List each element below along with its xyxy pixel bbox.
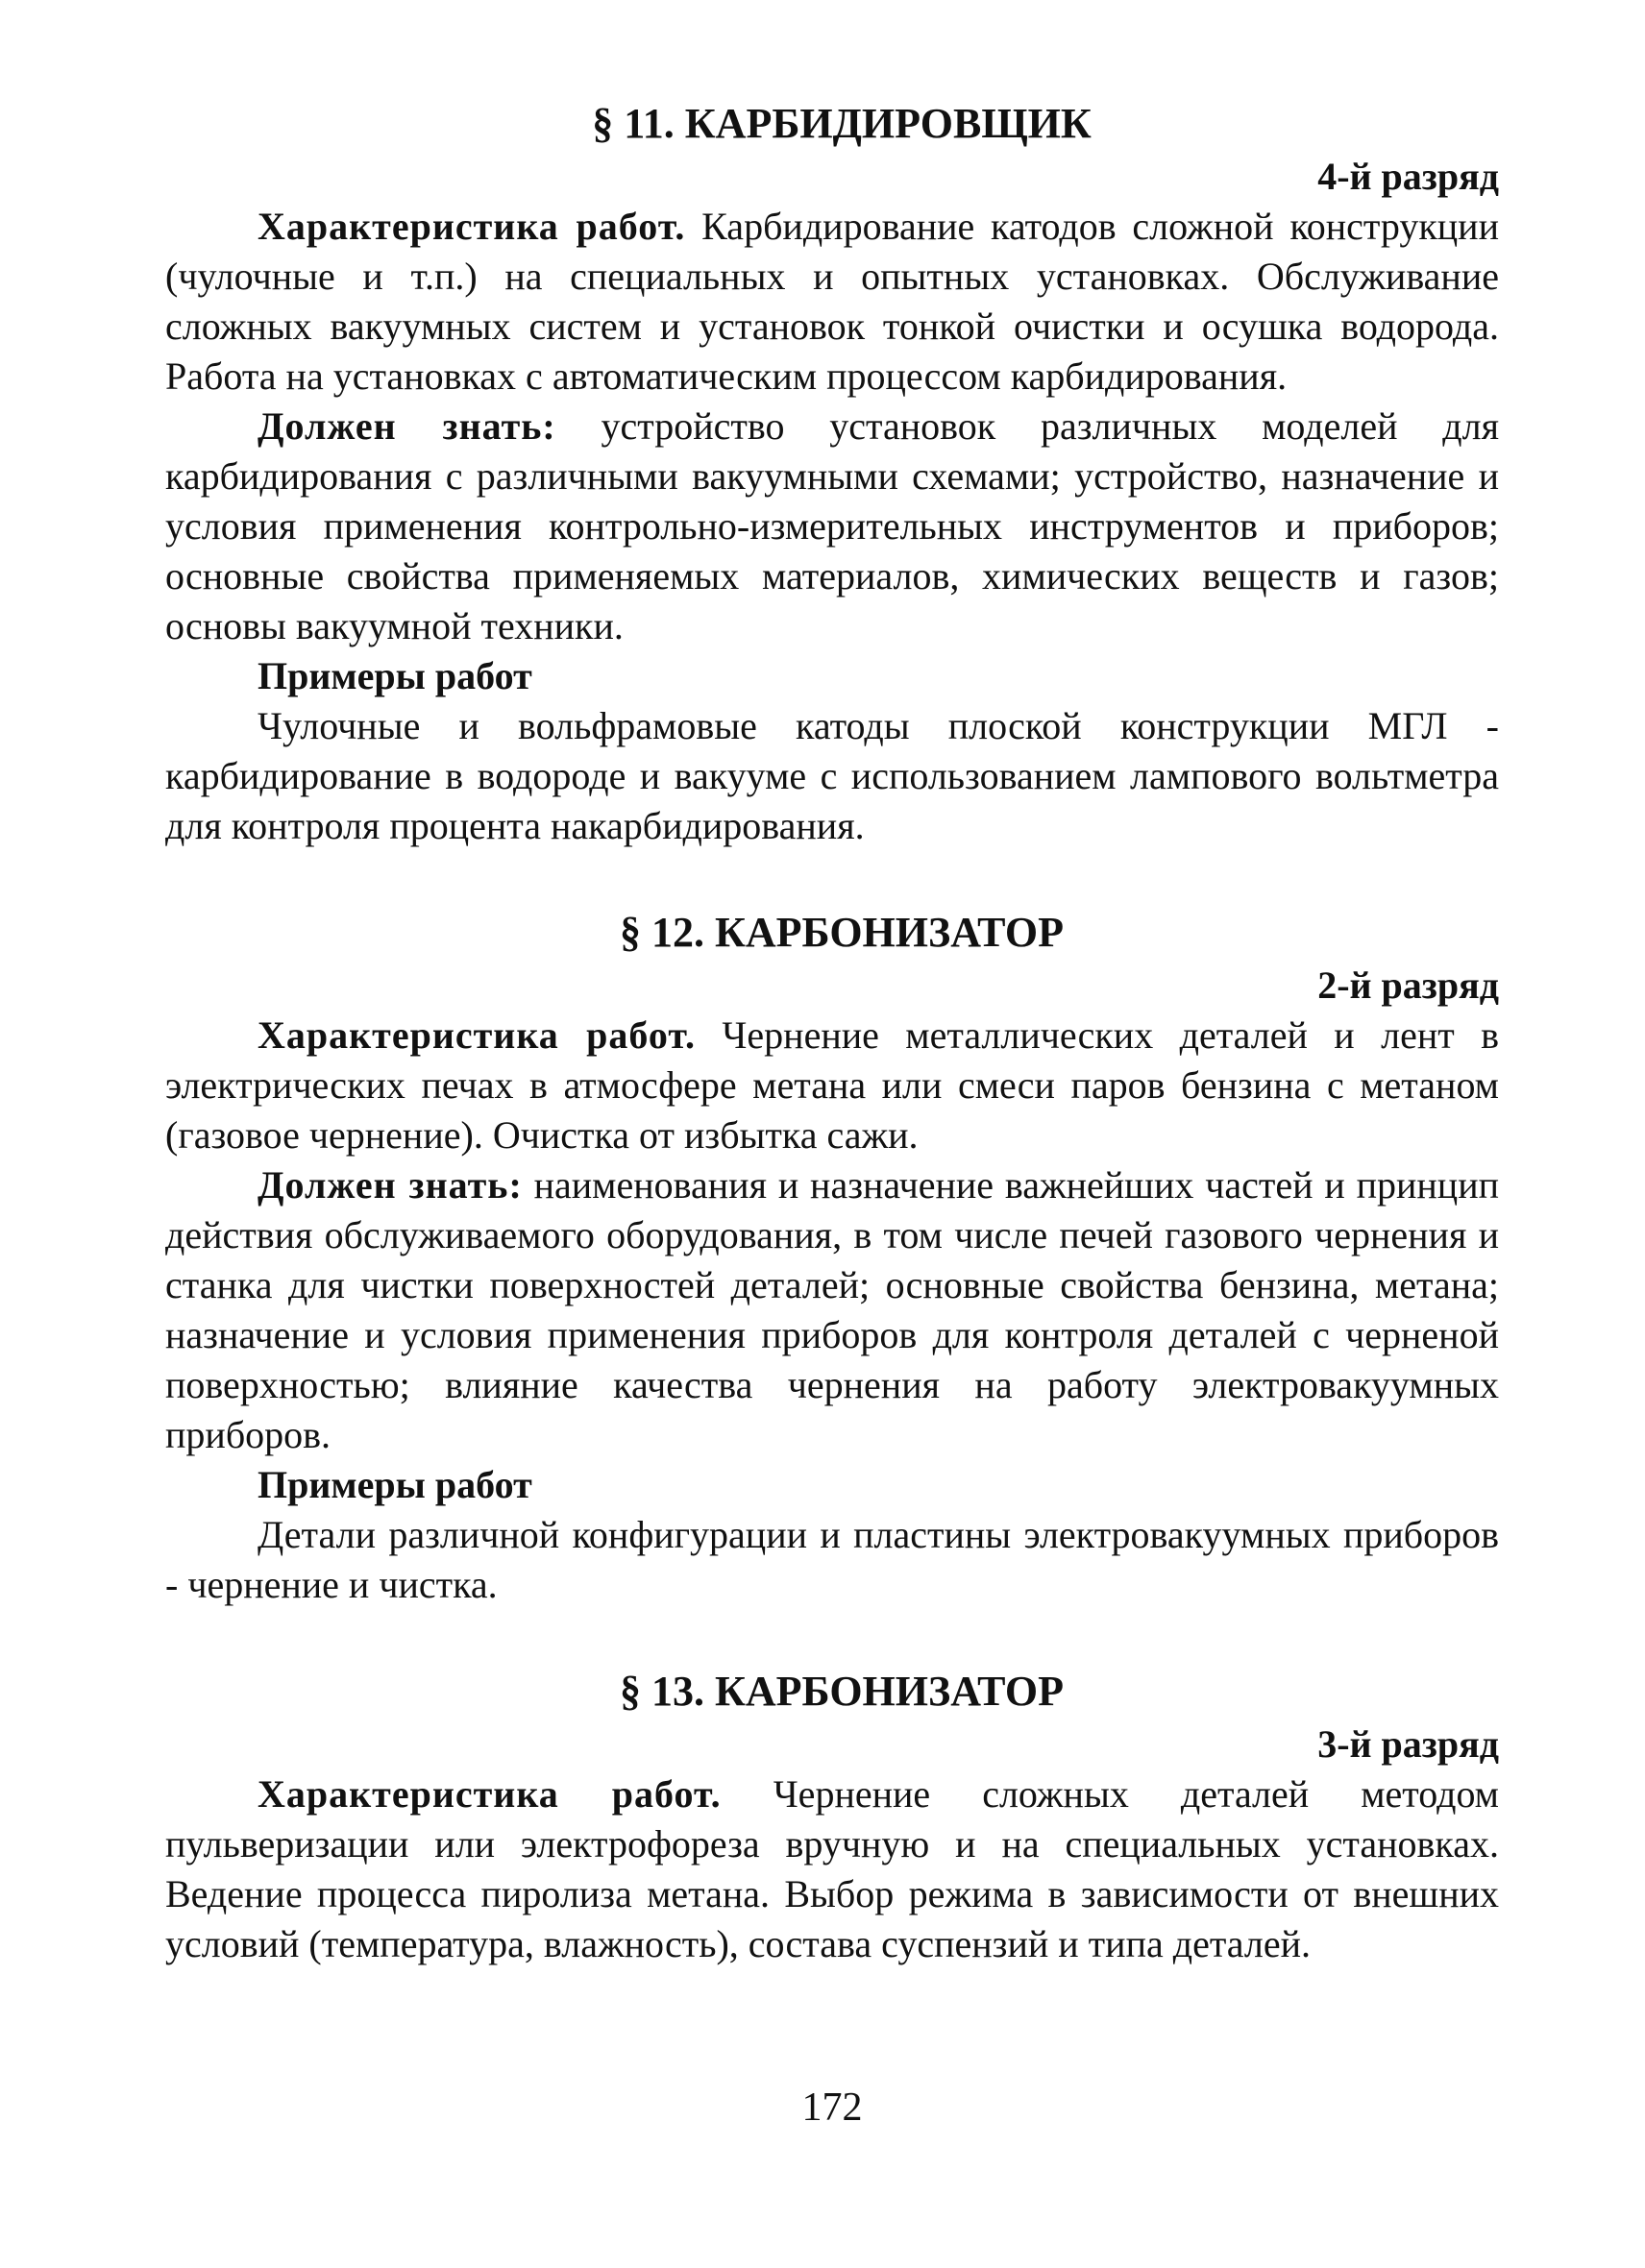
characteristics-text: Чернение сложных деталей методом пульверизации или электрофореза вручную и на специальных установках. Ведение процесса пиролиза метана. Выбор режима в зависимости от внешних условий (температура, влажность), состава суспензий и типа деталей. xyxy=(165,1772,1499,1965)
characteristics-label: Характеристика работ. xyxy=(258,1013,696,1057)
section-title: § 11. КАРБИДИРОВЩИК xyxy=(592,100,1092,147)
section-title: § 12. КАРБОНИЗАТОР xyxy=(619,909,1065,956)
examples-text: Детали различной конфигурации и пластины электровакуумных приборов - чернение и чистка. xyxy=(165,1513,1499,1606)
knowledge-label: Должен знать: xyxy=(258,404,556,448)
section-12 xyxy=(165,905,1499,1610)
characteristics-paragraph xyxy=(165,1011,1499,1160)
grade-label: 4-й разряд xyxy=(1317,155,1499,198)
knowledge-text: наименования и назначение важнейших частей и принцип действия обслуживаемого оборудования, в том числе печей газового чернения и станка для чистки поверхностей деталей; основные свойства бензина, метана; назначение и условия применения приборов для контроля деталей с черненой поверхностью; влияние качества чернения на работу электровакуумных приборов. xyxy=(165,1163,1500,1456)
characteristics-paragraph xyxy=(165,1769,1499,1969)
document-page xyxy=(165,96,1499,1969)
section-spacer xyxy=(165,1610,1499,1664)
section-spacer xyxy=(165,851,1499,905)
examples-heading: Примеры работ xyxy=(258,654,532,697)
section-title: § 13. КАРБОНИЗАТОР xyxy=(619,1668,1065,1715)
characteristics-paragraph xyxy=(165,202,1499,402)
characteristics-label: Характеристика работ. xyxy=(258,205,686,248)
examples-heading: Примеры работ xyxy=(258,1463,532,1506)
knowledge-paragraph xyxy=(165,1160,1499,1460)
grade-label: 2-й разряд xyxy=(1317,963,1499,1007)
knowledge-text: устройство установок различных моделей для карбидирования с различными вакуумными схемами; устройство, назначение и условия применения контрольно-измерительных инструментов и приборов; основные свойства применяемых материалов, химических веществ и газов; основы вакуумной техники. xyxy=(165,404,1500,647)
section-13 xyxy=(165,1664,1499,1969)
grade-label: 3-й разряд xyxy=(1317,1722,1499,1766)
page-number: 172 xyxy=(801,2085,863,2130)
characteristics-text: Чернение металлических деталей и лент в электрических печах в атмосфере метана или смеси паров бензина с метаном (газовое чернение). Очистка от избытка сажи. xyxy=(165,1013,1499,1157)
examples-text: Чулочные и вольфрамовые катоды плоской конструкции МГЛ - карбидирование в водороде и вакууме с использованием лампового вольтметра для контроля процента накарбидирования. xyxy=(165,704,1499,847)
knowledge-paragraph xyxy=(165,402,1499,651)
knowledge-label: Должен знать: xyxy=(258,1163,523,1207)
characteristics-label: Характеристика работ. xyxy=(258,1772,722,1816)
section-11 xyxy=(165,96,1499,851)
characteristics-text: Карбидирование катодов сложной конструкции (чулочные и т.п.) на специальных и опытных установках. Обслуживание сложных вакуумных систем и установок тонкой очистки и осушка водорода. Работа на установках с автоматическим процессом карбидирования. xyxy=(165,205,1499,398)
